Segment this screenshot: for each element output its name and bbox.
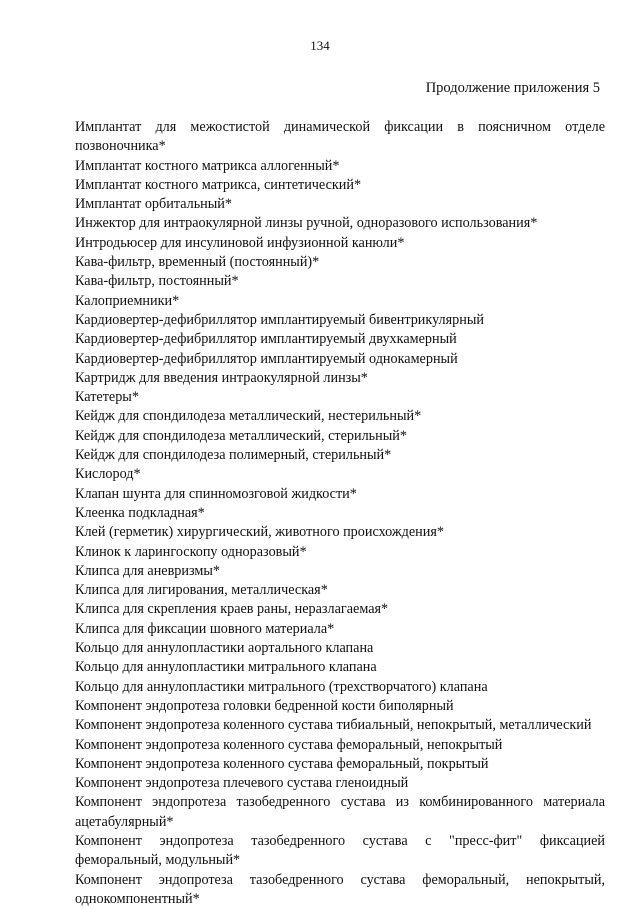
list-item: Интродьюсер для инсулиновой инфузионной канюли* bbox=[75, 234, 405, 251]
list-item: Кардиовертер-дефибриллятор имплантируемый двухкамерный bbox=[75, 331, 457, 348]
list-item: Кейдж для спондилодеза металлический, стерильный* bbox=[75, 427, 407, 444]
list-item: Катетеры* bbox=[75, 389, 139, 406]
appendix-continuation-note: Продолжение приложения 5 bbox=[425, 80, 600, 96]
list-item: Кислород* bbox=[75, 466, 141, 483]
list-item: Компонент эндопротеза тазобедренного сустава с "пресс-фит" фиксацией феморальный, модульный* bbox=[75, 832, 605, 869]
list-item: Кольцо для аннулопластики аортального клапана bbox=[75, 640, 374, 657]
list-item: Клипса для лигирования, металлическая* bbox=[75, 582, 328, 599]
list-item: Компонент эндопротеза коленного сустава феморальный, непокрытый bbox=[75, 736, 503, 753]
list-item: Кольцо для аннулопластики митрального (трехстворчатого) клапана bbox=[75, 678, 488, 695]
list-item: Картридж для введения интраокулярной линзы* bbox=[75, 369, 368, 386]
list-item: Кардиовертер-дефибриллятор имплантируемый бивентрикулярный bbox=[75, 311, 484, 328]
list-item: Инжектор для интраокулярной линзы ручной, одноразового использования* bbox=[75, 215, 538, 232]
list-item: Кольцо для аннулопластики митрального клапана bbox=[75, 659, 377, 676]
list-item: Компонент эндопротеза головки бедренной кости биполярный bbox=[75, 697, 454, 714]
device-item-list bbox=[75, 118, 605, 909]
list-item: Кейдж для спондилодеза полимерный, стерильный* bbox=[75, 447, 392, 464]
list-item: Компонент эндопротеза тазобедренного сустава феморальный, непокрытый, однокомпонентный* bbox=[75, 871, 605, 907]
list-item: Компонент эндопротеза коленного сустава тибиальный, непокрытый, металлический bbox=[75, 717, 592, 734]
list-item: Клипса для фиксации шовного материала* bbox=[75, 620, 335, 637]
list-item: Кава-фильтр, временный (постоянный)* bbox=[75, 254, 320, 271]
list-item: Имплантат для межостистой динамической фиксации в поясничном отделе позвоночника* bbox=[75, 119, 605, 155]
list-item: Клипса для аневризмы* bbox=[75, 562, 220, 579]
list-item: Кава-фильтр, постоянный* bbox=[75, 273, 239, 290]
list-item: Компонент эндопротеза плечевого сустава гленоидный bbox=[75, 775, 409, 792]
list-item: Клинок к ларингоскопу одноразовый* bbox=[75, 543, 307, 560]
list-item: Имплантат костного матрикса аллогенный* bbox=[75, 157, 340, 174]
list-item: Клипса для скрепления краев раны, неразлагаемая* bbox=[75, 601, 389, 618]
list-item: Имплантат орбитальный* bbox=[75, 196, 232, 213]
list-item: Калоприемники* bbox=[75, 292, 180, 309]
list-item: Компонент эндопротеза тазобедренного сустава из комбинированного материала ацетабулярный* bbox=[75, 794, 605, 830]
list-item: Компонент эндопротеза коленного сустава феморальный, покрытый bbox=[75, 755, 489, 772]
list-item: Клапан шунта для спинномозговой жидкости* bbox=[75, 485, 357, 502]
list-item: Клей (герметик) хирургический, животного происхождения* bbox=[75, 524, 444, 541]
list-item: Клеенка подкладная* bbox=[75, 504, 205, 521]
list-item: Имплантат костного матрикса, синтетический* bbox=[75, 176, 362, 193]
page-number: 134 bbox=[310, 38, 330, 53]
list-item: Кардиовертер-дефибриллятор имплантируемый однокамерный bbox=[75, 350, 458, 367]
list-item: Кейдж для спондилодеза металлический, нестерильный* bbox=[75, 408, 422, 425]
